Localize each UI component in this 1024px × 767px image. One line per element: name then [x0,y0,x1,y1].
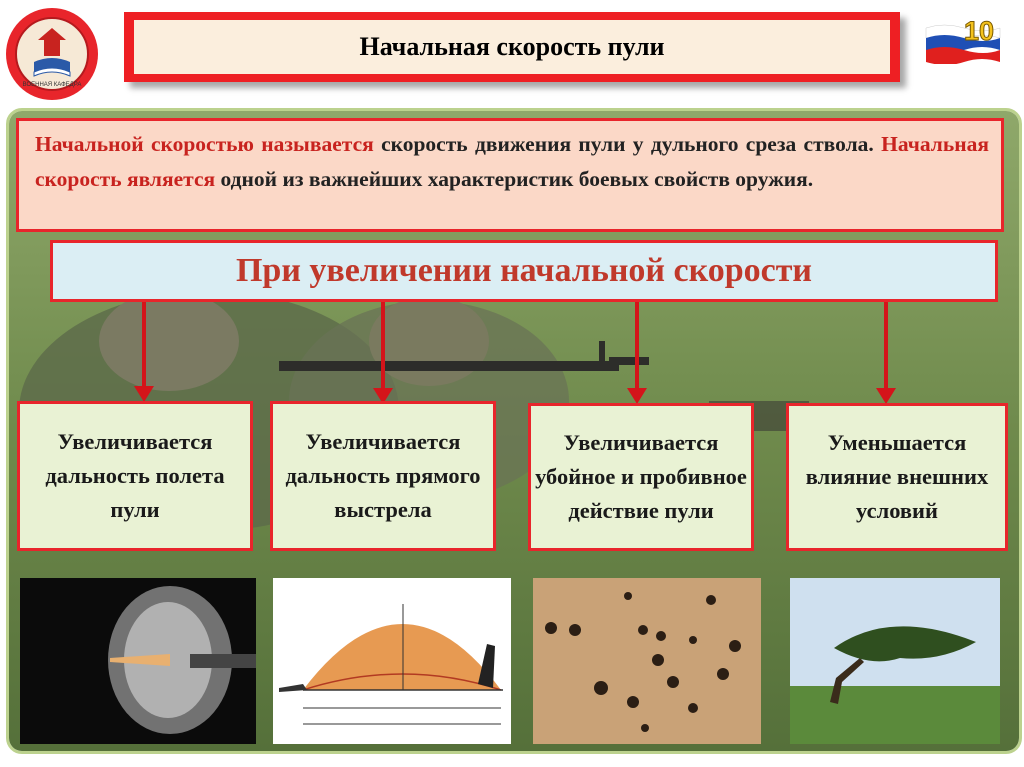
bullet-holes-photo [533,578,761,744]
importance-prefix: Начальная скорость является [35,132,989,191]
section-heading: При увеличении начальной скорости [235,252,813,289]
effect-external-conditions [786,403,1008,551]
page-title: Начальная скорость пули [359,32,665,61]
bullet-exit-photo [20,578,256,744]
slide-number: 10 [963,16,995,46]
importance-rest: одной из важнейших характеристик боевых свойств оружия. [215,167,814,191]
definition-term: Начальной скоростью называется [35,132,374,156]
effect-label: Увеличивается убойное и пробивное действие пули [535,430,747,523]
logo-caption: ВОЕННАЯ КАФЕДРА [22,82,82,88]
effect-direct-shot-range [270,401,496,551]
effect-label: Увеличивается дальность полета пули [45,429,225,522]
definition-body: скорость движения пули у дульного среза ствола. [373,132,874,156]
trajectory-diagram [273,578,511,744]
effect-lethal-penetration [528,403,754,551]
effect-label: Уменьшается влияние внешних условий [805,430,989,523]
effect-label: Увеличивается дальность прямого выстрела [285,429,481,522]
wind-tree-photo [790,578,1000,744]
effect-flight-range [17,401,253,551]
